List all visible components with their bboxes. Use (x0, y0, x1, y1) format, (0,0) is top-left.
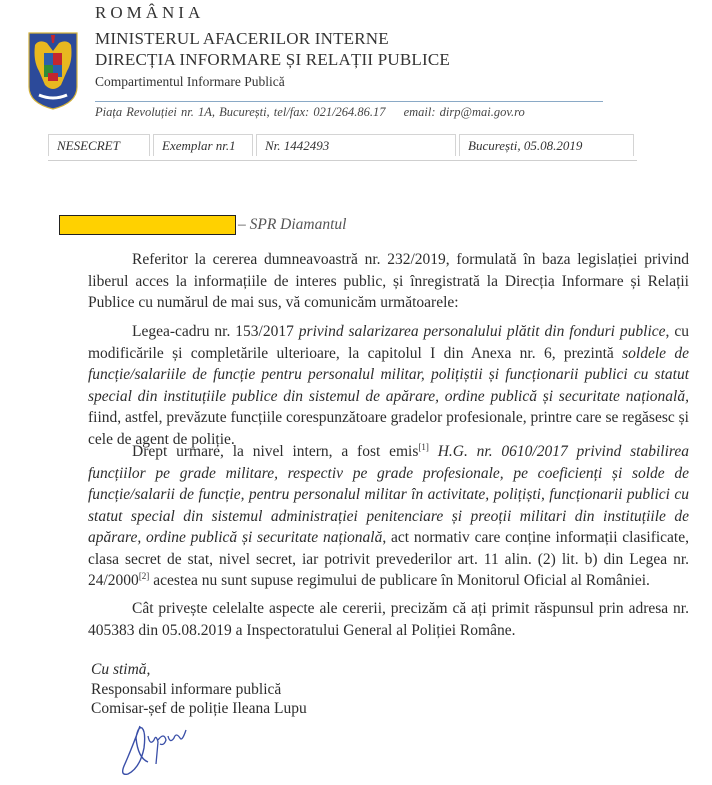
hg-title: H.G. nr. 0610/2017 privind stabilirea funcțiilor pe grade militare, respectiv pe grade profesionale, pe coeficienți și solde de funcție/salarii de funcție, pentru personalul militar în activitate, polițiști, funcționarii publici cu statut special din sistemul administrației penitenciare și preoții militari din instituțiile de apărare, ordine publică și securitate națională (88, 443, 689, 546)
law-reference: Legea-cadru nr. 153/2017 (132, 323, 299, 340)
paragraph-text (88, 321, 689, 450)
copy-number-cell: Exemplar nr.1 (153, 134, 253, 156)
paragraph-text-segment: Drept urmare, la nivel intern, a fost emis (132, 443, 419, 460)
handwritten-signature-icon (110, 718, 200, 780)
footnote-ref-1[interactable]: [1] (418, 442, 429, 452)
law-title: privind salarizarea personalului plătit din fonduri publice (298, 323, 666, 340)
body-paragraph-1 (88, 249, 689, 314)
letterhead-divider (95, 101, 603, 102)
salutation: Cu stimă, (91, 661, 151, 678)
letterhead-email: email: dirp@mai.gov.ro (403, 105, 525, 119)
classification-cell: NESECRET (48, 134, 150, 156)
letterhead-country: ROMÂNIA (95, 3, 205, 22)
place-date-cell: București, 05.08.2019 (459, 134, 634, 156)
letterhead-address-line (95, 105, 525, 120)
paragraph-text (88, 441, 689, 592)
registration-number-cell: Nr. 1442493 (256, 134, 456, 156)
letterhead-department: Compartimentul Informare Publică (95, 74, 285, 89)
paragraph-text: Referitor la cererea dumneavoastră nr. 232/2019, formulată în baza legislației privind liberul acces la informațiile de interes public, și înregistrată la Direcția Informare și Relații Publice cu numărul de mai sus, vă comunicăm următoarele: (88, 251, 689, 311)
letterhead-direction: DIRECȚIA INFORMARE ȘI RELAȚII PUBLICE (95, 50, 450, 69)
romanian-coat-of-arms-icon (27, 31, 79, 111)
closing-block (91, 660, 307, 719)
letterhead-ministry: MINISTERUL AFACERILOR INTERNE (95, 29, 389, 48)
paragraph-text-segment: fiind, astfel, prevăzute funcțiile corespunzătoare gradelor profesionale, printre care se regăsesc și cele de agent de poliție. (88, 409, 689, 448)
recipient-organization: – SPR Diamantul (238, 216, 347, 233)
paragraph-text-segment: , act normativ care conține informații clasificate, clasa secret de stat, nivel secret, iar potrivit prevederilor art. 11 alin. (2) lit. b) din Legea nr. 24/2000 (88, 529, 689, 589)
paragraph-text-segment: , cu modificările și completările ulterioare, la capitolul I din Anexa nr. 6, prezintă (88, 323, 689, 362)
body-paragraph-2 (88, 321, 689, 450)
signatory-role: Responsabil informare publică (91, 680, 282, 698)
paragraph-text-segment: acestea nu sunt supuse regimului de publicare în Monitorul Oficial al României. (149, 572, 650, 589)
body-paragraph-3 (88, 441, 689, 592)
paragraph-text: Cât privește celelalte aspecte ale cererii, precizăm că ați primit răspunsul prin adresa nr. 405383 din 05.08.2019 a Inspectoratului General al Poliției Române. (88, 600, 689, 639)
document-meta-table (48, 134, 637, 161)
footnote-ref-2[interactable]: [2] (138, 571, 150, 581)
letterhead-address: Piața Revoluției nr. 1A, București, tel/fax: 021/264.86.17 (95, 105, 386, 119)
salary-scope-text: soldele de funcție/salariile de funcție pentru personalul militar, polițiștii și funcționarii publici cu statut special din instituțiile publice din sistemul de apărare, ordine publică și securitate națională, (88, 344, 689, 405)
body-paragraph-4 (88, 598, 689, 641)
recipient-line (55, 215, 347, 235)
signatory-name: Comisar-șef de poliție Ileana Lupu (91, 700, 307, 717)
redacted-recipient-name (59, 215, 236, 235)
